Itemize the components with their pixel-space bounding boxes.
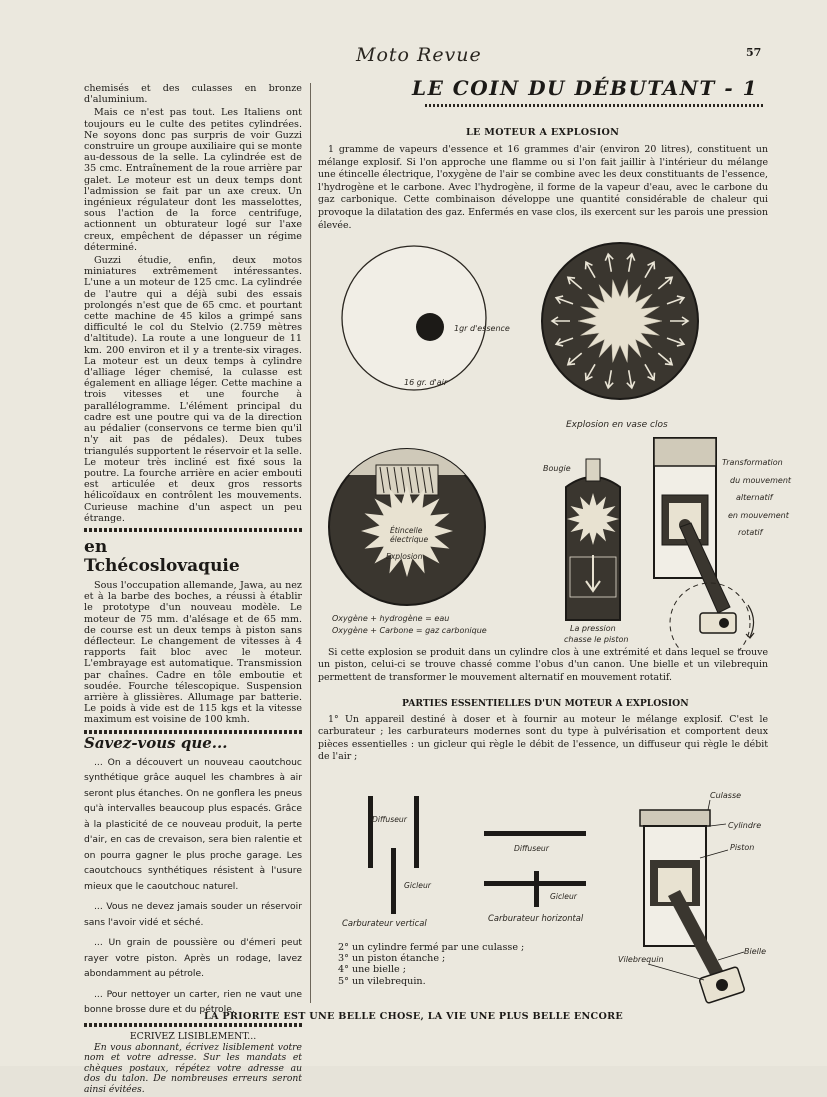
diffuseur-horizontal-label: Diffuseur [514,844,549,853]
crank-arm [700,613,736,633]
bougie-label: Bougie [543,464,571,473]
left-paragraph: chemisés et des culasses en bronze d'aluminium. [84,83,302,106]
tip-item: ... Pour nettoyer un carter, rien ne vaut une bonne brosse dure et du pétrole. [84,988,302,1016]
cylinder-top [654,438,716,466]
explosion-illustrations [318,235,818,650]
diffuseur-vertical-label: Diffuseur [372,815,407,824]
carburateur-paragraph: 1° Un appareil destiné à doser et à fournir au moteur le mélange explosif. C'est le carburateur ; les carburateurs modernes sont du type à pulvérisation et comportent deux pièces essentielles : un gicleur qui règle le débit de l'essence, un diffuseur qui règle le débit de l'air ; [318,714,768,763]
transformation-label-3: alternatif [736,493,773,502]
transformation-label-4: en mouvement [728,511,789,520]
air-label: 16 gr. d'air [404,378,448,387]
essence-label: 1gr d'essence [454,324,510,333]
carb-horizontal-caption: Carburateur horizontal [488,913,584,923]
pression-label-2: chasse le piston [564,635,629,644]
culasse-label: Culasse [710,791,742,800]
intro-paragraph: 1 gramme de vapeurs d'essence et 16 grammes d'air (environ 20 litres), constituent un mélange explosif. Si l'on approche une flamme ou si l'on fait jaillir à l'intérieur du mélange une étincelle électrique, l'oxygène de l'air se combine avec les deux constituants de l'essence, l'hydrogène et le carbone. Avec l'hydrogène, il forme de la vapeur d'eau, avec le carbone du gaz carbonique. Cette combinaison développe une quantité considérable de chaleur qui provoque la dilatation des gaz. Enfermés en vase clos, ils exercent sur les parois une pression élevée. [318,144,768,231]
article-subtitle: LE MOTEUR A EXPLOSION [466,127,620,138]
ecrivez-text: En vous abonnant, écrivez lisiblement votre nom et votre adresse. Sur les mandats et chèques postaux, répétez votre adresse au dos du talon. De nombreuses erreurs seront ainsi évitées. [84,1041,302,1095]
mixture-circle [342,246,486,390]
footer-slogan: LA PRIORITE EST UNE BELLE CHOSE, LA VIE UNE PLUS BELLE ENCORE [203,1011,624,1022]
ecrivez-title: ECRIVEZ LISIBLEMENT... [129,1030,257,1042]
etincelle-label-1: Étincelle [390,526,423,535]
left-paragraph: Mais ce n'est pas tout. Les Italiens ont toujours eu le culte des petites cylindrées. Ne soyons donc pas surpris de voir Guzzi construire un groupe auxiliaire qui se monte au-dessous de la selle. La cylindrée est de 35 cmc. Entraînement de la roue arrière par galet. Le moteur est un deux temps dont l'admission se fait par un axe creux. Un ingénieux régulateur dont les masselottes, sous l'action de la force centrifuge, actionnent un obturateur logé sur l'axe creux, empêchent de dépasser un régime déterminé. [84,107,302,253]
transformation-label-1: Transformation [722,458,783,467]
gicleur-vertical-label: Gicleur [404,881,431,890]
page-number: 57 [746,46,762,59]
column-rule [310,83,311,1003]
bielle-label: Bielle [744,947,766,956]
essence-drop [416,313,444,341]
transformation-label-2: du mouvement [730,476,792,485]
magazine-brand: Moto Revue [356,44,482,66]
oxygen-hydrogen-label: Oxygène + hydrogène = eau [332,614,450,623]
left-column [84,83,302,1097]
carb-vertical-caption: Carburateur vertical [342,918,427,928]
pression-label-1: La pression [570,624,616,633]
spark-plug [586,459,600,481]
heading-tchecoslovaquie: Tchécoslovaquie [84,555,240,576]
parties-subtitle: PARTIES ESSENTIELLES D'UN MOTEUR A EXPLOSION [402,698,689,709]
heading-savez-vous: Savez-vous que... [84,733,228,752]
left-paragraph: Guzzi étudie, enfin, deux motos miniatures extrêmement intéressantes. L'une a un moteur de 125 cmc. La cylindrée de l'autre qui a déjà subi des essais prolongés n'est que de 65 cmc. et pourtant cette machine de 45 kilos a grimpé sans difficulté le col du Stelvio (2.759 mètres d'altitude). La route a une longueur de 11 km. 200 environ et il y a trente-six virages. La moteur est un deux temps à cylindre d'alliage léger chemisé, la culasse est également en alliage léger. Cette machine a trois vitesses et une fourche à parallélogramme. L'élément principal du cadre est une poutre qui va de la direction au pédalier (conservons ce terme bien qu'il n'y ait pas de pédales). Deux tubes triangulés supportent le réservoir et la selle. Le moteur très incliné est fixé sous la poutre. La fourche arrière en acier embouti est articulée et deux gros ressorts hélicoïdaux en contrôlent les mouvements. Curieuse machine d'un aspect un peu étrange. [84,255,302,524]
heading-en: en [84,536,108,557]
cylinder-paragraph: Si cette explosion se produit dans un cylindre clos à une extrémité et dans lequel se trouve un piston, celui-ci se trouve chassé comme l'obus d'un canon. Une bielle et un vilebrequin permettent de transformer le mouvement alternatif en mouvement rotatif. [318,647,768,683]
gicleur-horizontal-label: Gicleur [550,892,577,901]
section-divider [84,528,302,532]
section-divider [84,1023,302,1027]
cylindre-label: Cylindre [728,821,762,830]
section-divider [84,730,302,734]
tip-item: ... Vous ne devez jamais souder un réservoir sans l'avoir vidé et séché. [84,901,302,928]
oxygen-carbon-label: Oxygène + Carbone = gaz carbonique [332,626,487,635]
transformation-label-5: rotatif [738,528,763,537]
left-paragraph: Sous l'occupation allemande, Jawa, au nez et à la barbe des boches, a réussi à établir le prototype d'un nouveau modèle. Le moteur de 75 mm. d'alésage et de 65 mm. de course est un deux temps à piston sans déflecteur. Le changement de vitesses à 4 rapports fait bloc avec le moteur. L'embrayage est automatique. Transmission par chaînes. Cadre en tôle emboutie et soudée. Fourche télescopique. Suspension arrière à glissières. Allumage par batterie. Le poids à vide est de 115 kgs et la vitesse maximum est voisine de 100 kmh. [84,579,302,726]
piston-label: Piston [730,843,755,852]
savez-vous-block [84,755,302,1018]
tip-item: ... Un grain de poussière ou d'émeri peut rayer votre piston. Après un rodage, lavez abondamment au pétrole. [84,937,302,980]
vilebrequin-label: Vilebrequin [618,955,664,964]
engine-culasse [640,810,710,826]
explosion-vase-label: Explosion en vase clos [566,420,668,430]
list-item: 3° un piston étanche ; [338,953,446,965]
title-underline [425,104,765,107]
list-item: 5° un vilebrequin. [338,975,426,987]
list-item: 2° un cylindre fermé par une culasse ; [338,942,525,953]
parts-list [338,942,524,987]
tip-item: ... On a découvert un nouveau caoutchouc synthétique grâce auquel les chambres à air seront plus étanches. On ne gonflera les pneus qu'à intervalles beaucoup plus espacés. Grâce à la plasticité de ce nouveau produit, la perte d'air, en cas de crevaison, sera bien ralentie et on pourra gagner le plus proche garage. Les caoutchoucs synthétiques résistent à l'usure mieux que le caoutchouc naturel. [84,756,302,892]
article-title: LE COIN DU DÉBUTANT - 1 [412,76,759,100]
etincelle-label-2: électrique [390,535,429,544]
list-item: 4° une bielle ; [338,964,407,976]
explosion-label: Explosion [386,552,423,561]
